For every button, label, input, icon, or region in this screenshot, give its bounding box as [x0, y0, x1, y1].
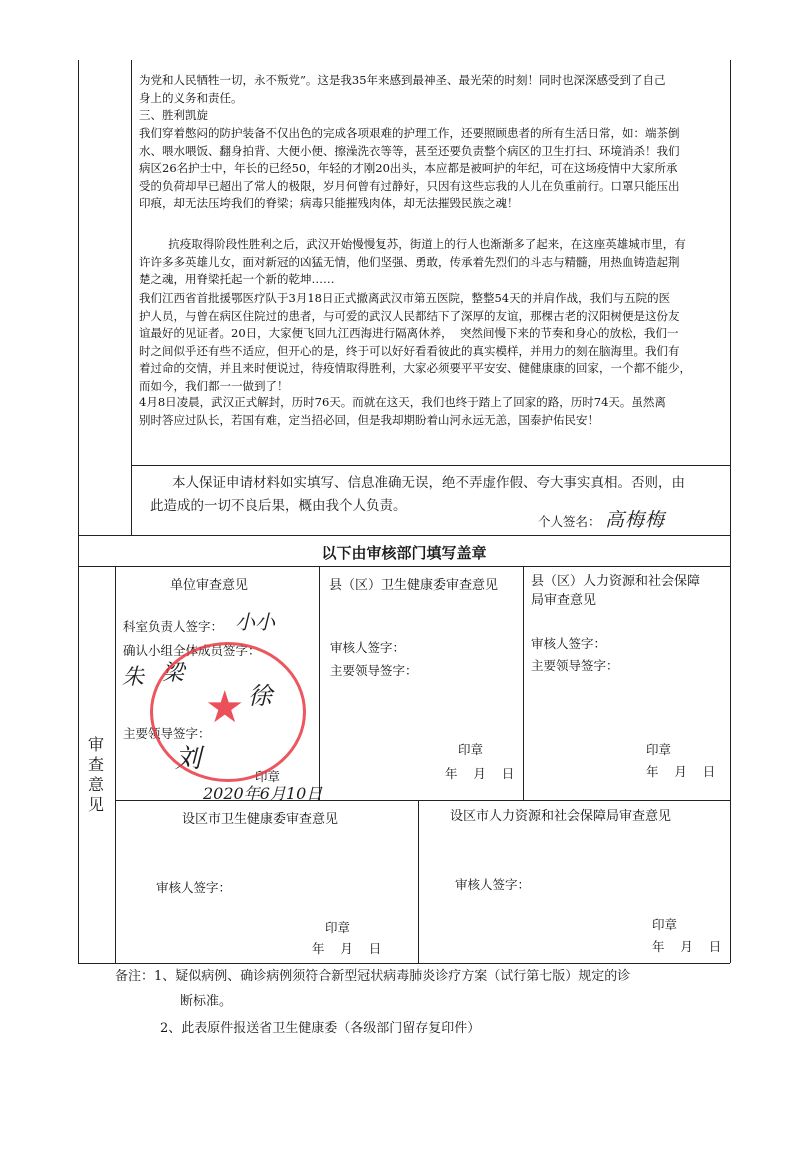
city-health-date: 年 月 日: [312, 941, 382, 956]
unit-review-date: 2020年6月10日: [203, 784, 323, 803]
dept-head-label: 科室负责人签字：: [123, 619, 224, 634]
city-health-reviewer-label: 审核人签字：: [156, 880, 232, 895]
signature-label: 个人签名：: [538, 514, 601, 529]
review-header-bottom-line: [78, 566, 730, 567]
dept-head-signature: 小小: [235, 610, 275, 634]
county-health-date: 年 月 日: [445, 766, 515, 781]
review-header: 以下由审核部门填写盖章: [321, 544, 487, 562]
county-hr-title: 县（区）人力资源和社会保障 局审查意见: [531, 574, 701, 608]
narrative-paragraph-5: 4月8日凌晨，武汉正式解封，历时76天。而就在这天，我们也终于踏上了回家的路，历时74天。虽然离 别时答应过队长，若国有难，定当招必回，但是我却期盼着山河永远无恙，国泰护佑民安！: [139, 395, 666, 427]
county-hr-date: 年 月 日: [646, 764, 716, 779]
city-health-seal-label: 印章: [325, 920, 351, 935]
review-col-divider-2: [523, 566, 524, 800]
city-health-title: 设区市卫生健康委审查意见: [182, 812, 339, 827]
table-bottom-border: [78, 963, 730, 964]
city-hr-reviewer-label: 审核人签字：: [455, 877, 531, 892]
narrative-paragraph-3: 抗疫取得阶段性胜利之后，武汉开始慢慢复苏，街道上的行人也渐渐多了起来，在这座英雄城市里，有 许许多多英雄儿女，面对新冠的凶猛无情，他们坚强、勇敢，传承着先烈们的斗志与精髓，用热血铸造起荆 楚之魂，用脊梁托起一个新的乾坤……: [139, 237, 686, 287]
county-health-reviewer-label: 审核人签字：: [330, 640, 406, 655]
review-col-divider-bottom: [418, 800, 419, 963]
note-1-continued: 断标准。: [180, 994, 233, 1009]
unit-seal-label: 印章: [255, 769, 281, 784]
unit-leader-label: 主要领导签字：: [123, 726, 211, 741]
county-hr-reviewer-label: 审核人签字：: [531, 636, 607, 651]
declaration-text: 本人保证申请材料如实填写、信息准确无误，绝不弄虚作假、夸大事实真相。否则，由 此造成的一切不良后果，概由我个人负责。: [150, 475, 685, 514]
narrative-heading-3: 三、胜利凯旋: [139, 108, 208, 122]
group-signature-2: 梁: [162, 661, 185, 686]
seal-star-icon: ★: [205, 682, 245, 733]
column-divider-top: [131, 60, 132, 535]
city-hr-seal-label: 印章: [652, 917, 678, 932]
city-hr-title: 设区市人力资源和社会保障局审查意见: [450, 809, 672, 824]
group-signature-3: 徐: [248, 682, 272, 710]
review-side-divider: [115, 566, 116, 963]
table-left-border: [78, 60, 79, 963]
table-right-border: [730, 60, 731, 963]
review-col-divider-1: [319, 566, 320, 800]
group-signature-1: 朱: [122, 665, 145, 690]
narrative-paragraph-2: 我们穿着憋闷的防护装备不仅出色的完成各项艰难的护理工作，还要照顾患者的所有生活日常，如：端茶倒 水、喂水喂饭、翻身拍背、大便小便、擦澡洗衣等等，甚至还要负责整个病区的卫生打扫、环境消杀！我们 病区26名护士中，年长的已经50，年轻的才刚20出头，本应都是被呵护的年纪，可在这场疫情中大家所承 受的负荷却早已超出了常人的极限，岁月何曾有过静好，只因有这些忘我的人儿在负重前行。口罩只能压出 印痕，却无法压垮我们的脊梁；病毒只能摧残肉体，却无法摧毁民族之魂！: [139, 126, 680, 211]
city-hr-date: 年 月 日: [652, 939, 722, 954]
unit-review-title: 单位审查意见: [170, 578, 249, 593]
narrative-paragraph-1: 为党和人民牺牲一切，永不叛党”。这是我35年来感到最神圣、最光荣的时刻！同时也深深感受到了自己 身上的义务和责任。: [139, 73, 666, 105]
review-side-label: 审查意见: [87, 735, 104, 814]
leader-signature: 刘: [175, 744, 202, 774]
review-header-top-line: [78, 535, 730, 536]
county-hr-leader-label: 主要领导签字：: [531, 658, 619, 673]
declaration-top-line: [131, 465, 730, 466]
county-health-seal-label: 印章: [458, 742, 484, 757]
county-hr-seal-label: 印章: [646, 742, 672, 757]
note-1: 备注：1、疑似病例、确诊病例须符合新型冠状病毒肺炎诊疗方案（试行第七版）规定的诊: [115, 969, 631, 984]
applicant-signature: 高梅梅: [605, 509, 666, 531]
group-members-label: 确认小组全体成员签字：: [123, 643, 261, 658]
county-health-title: 县（区）卫生健康委审查意见: [329, 578, 499, 593]
narrative-paragraph-4: 我们江西省首批援鄂医疗队于3月18日正式撤离武汉市第五医院，整整54天的并肩作战，我们与五院的医 护人员，与曾在病区住院过的患者，与可爱的武汉人民都结下了深厚的友谊，那棵古老的汉阳树便是这份友 谊最好的见证者。20日，大家便飞回九江西海进行隔离休养， 突然间慢下来的节奏和身心的放松，我们一 时之间似乎还有些不适应，但开心的是，终于可以好好看看彼此的真实模样，并用力的刻在脑海里。我们有 着过命的交情，并且来时便说过，待疫情取得胜利，大家必须要平平安安、健健康康的回家，一个都不能少， 而如今，我们都一一做到了！: [139, 291, 691, 393]
county-health-leader-label: 主要领导签字：: [330, 663, 418, 678]
note-2: 2、此表原件报送省卫生健康委（各级部门留存复印件）: [160, 1021, 481, 1036]
